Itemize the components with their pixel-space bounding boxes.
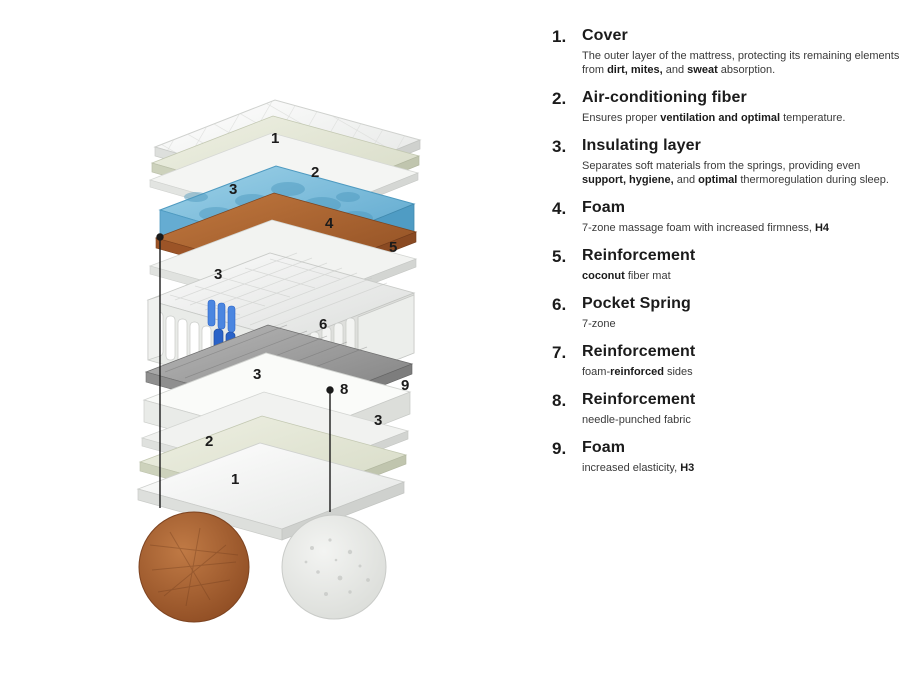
legend-body (582, 438, 900, 475)
legend-list (552, 0, 900, 675)
legend-number: 3. (552, 137, 567, 156)
legend-description: needle-punched fabric (582, 414, 691, 426)
legend-description: increased elasticity, H3 (582, 462, 695, 474)
callout-9: 8 (340, 381, 349, 398)
callout-1: 1 (271, 130, 280, 147)
legend-title: Reinforcement (582, 391, 696, 408)
legend-number: 6. (552, 295, 567, 314)
legend-item-foam-h3 (552, 438, 900, 475)
legend-number: 9. (552, 439, 567, 458)
legend-item-reinforcement-sides (552, 342, 900, 379)
legend-item-insulating-layer (552, 136, 900, 187)
foam-swatch (282, 515, 386, 619)
legend-body (582, 88, 900, 125)
legend-description: 7-zone massage foam with increased firmness, H4 (582, 222, 829, 234)
legend-description: Separates soft materials from the springs, providing even support, hygiene, and optimal thermoregulation during sleep. (582, 160, 889, 186)
legend-body (582, 136, 900, 187)
legend-body (582, 26, 900, 77)
callout-2: 2 (311, 164, 320, 181)
legend-title: Air-conditioning fiber (582, 89, 747, 106)
legend-description: 7-zone (582, 318, 616, 330)
legend-item-air-conditioning-fiber (552, 88, 900, 125)
legend-body (582, 342, 900, 379)
legend-description: coconut fiber mat (582, 270, 671, 282)
legend-body (582, 246, 900, 283)
coconut-fiber-swatch (139, 512, 249, 622)
callout-11: 3 (374, 412, 383, 429)
legend-title: Foam (582, 199, 626, 216)
legend-number: 2. (552, 89, 567, 108)
legend-body (582, 198, 900, 235)
legend-title: Cover (582, 27, 628, 44)
legend-number: 5. (552, 247, 567, 266)
callout-8: 3 (253, 366, 262, 383)
legend-item-foam-h4 (552, 198, 900, 235)
legend-body (582, 294, 900, 331)
legend-item-cover (552, 26, 900, 77)
legend-body (582, 390, 900, 427)
legend-title: Reinforcement (582, 343, 696, 360)
callout-10: 9 (401, 377, 410, 394)
legend-number: 8. (552, 391, 567, 410)
callout-5: 5 (389, 239, 398, 256)
legend-item-reinforcement-needle-punched (552, 390, 900, 427)
callout-3: 3 (229, 181, 238, 198)
legend-number: 7. (552, 343, 567, 362)
callout-12: 2 (205, 433, 214, 450)
legend-description: The outer layer of the mattress, protecting its remaining elements from dirt, mites, and sweat absorption. (582, 50, 900, 76)
legend-title: Insulating layer (582, 137, 701, 154)
legend-item-pocket-spring (552, 294, 900, 331)
callout-4: 4 (325, 215, 334, 232)
legend-title: Pocket Spring (582, 295, 691, 312)
legend-title: Foam (582, 439, 626, 456)
legend-number: 1. (552, 27, 567, 46)
callout-6: 3 (214, 266, 223, 283)
legend-item-reinforcement-coconut (552, 246, 900, 283)
legend-description: Ensures proper ventilation and optimal temperature. (582, 112, 846, 124)
legend-description: foam-reinforced sides (582, 366, 693, 378)
legend-title: Reinforcement (582, 247, 696, 264)
callout-13: 1 (231, 471, 240, 488)
callout-7: 6 (319, 316, 328, 333)
legend-number: 4. (552, 199, 567, 218)
